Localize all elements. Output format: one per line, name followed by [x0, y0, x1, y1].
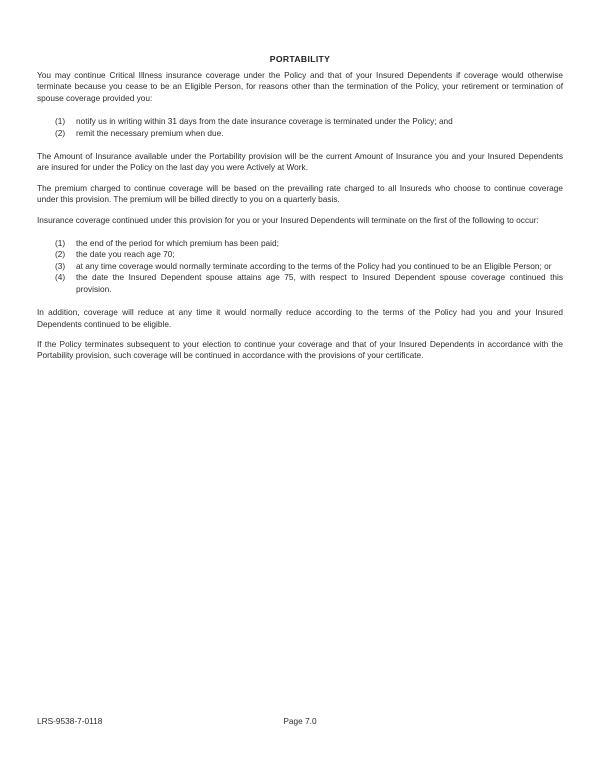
- list-item-marker: (2): [55, 249, 66, 260]
- list-item: [55, 261, 563, 272]
- list-item-marker: (2): [55, 127, 66, 138]
- list-item-marker: (1): [55, 116, 66, 127]
- termination-list: [37, 238, 563, 295]
- list-item-text: the end of the period for which premium has been paid;: [76, 238, 279, 249]
- list-item: [55, 249, 563, 260]
- list-item-marker: (1): [55, 238, 66, 249]
- list-item-marker: (3): [55, 260, 66, 271]
- paragraph-policy-termination: If the Policy terminates subsequent to your election to continue your coverage and that of your Insured Dependents in accordance with the Portability provision, such coverage will be continued in accordance with the provisions of your certificate.: [37, 338, 563, 361]
- footer-form-number: LRS-9538-7-0118: [37, 716, 103, 726]
- list-item-text: at any time coverage would normally terminate according to the terms of the Policy had you continued to be an Eligible Person; or: [76, 260, 552, 271]
- footer-page-number: Page 7.0: [283, 716, 317, 726]
- list-item: [55, 238, 563, 249]
- paragraph-intro: You may continue Critical Illness insurance coverage under the Policy and that of your Insured Dependents if coverage would otherwise terminate because you cease to be an Eligible Person, for reasons other than the termination of the Policy, your retirement or termination of spouse coverage provided you:: [37, 70, 563, 103]
- list-item-text: remit the necessary premium when due.: [76, 127, 224, 138]
- list-item-marker: (4): [55, 272, 66, 283]
- page-title: PORTABILITY: [269, 54, 331, 64]
- conditions-list: [37, 116, 563, 139]
- paragraph-amount-of-insurance: The Amount of Insurance available under the Portability provision will be the current Amount of Insurance you and your Insured Dependents are insured for under the Policy on the last day you were Actively at Work.: [37, 151, 563, 173]
- list-item-text: notify us in writing within 31 days from the date insurance coverage is terminated under the Policy; and: [76, 116, 453, 127]
- paragraph-termination-intro: Insurance coverage continued under this provision for you or your Insured Dependents will terminate on the first of the following to occur:: [37, 214, 539, 225]
- page-footer: [0, 716, 600, 730]
- list-item: [55, 128, 563, 139]
- list-item-text: the date you reach age 70;: [76, 249, 175, 260]
- list-item: [55, 116, 563, 127]
- list-item-text: the date the Insured Dependent spouse attains age 75, with respect to Insured Dependent spouse coverage continued this provision.: [76, 272, 563, 294]
- paragraph-reduction: In addition, coverage will reduce at any time it would normally reduce according to the terms of the Policy had you and your Insured Dependents continued to be eligible.: [37, 307, 563, 329]
- document-body: [37, 70, 563, 362]
- list-item: [55, 272, 563, 295]
- paragraph-premium: The premium charged to continue coverage will be based on the prevailing rate charged to all Insureds who choose to continue coverage under this provision. The premium will be billed directly to you on a quarterly basis.: [37, 182, 563, 205]
